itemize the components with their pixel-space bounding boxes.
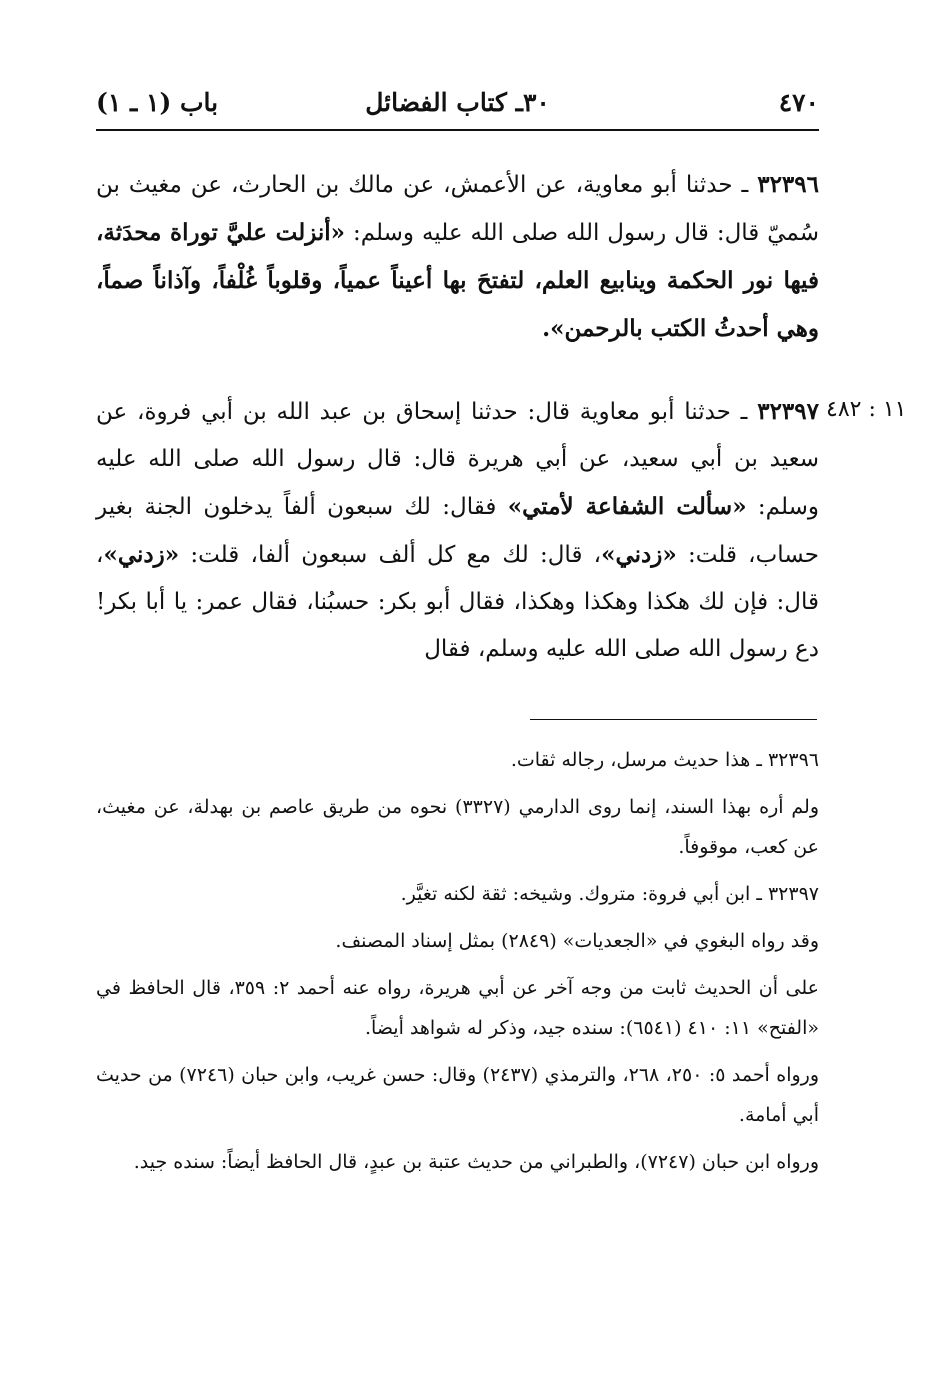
hadith-text: ـ حدثنا أبو معاوية قال: حدثنا إسحاق بن عبد الله بن أبي فروة، عن سعيد بن أبي سعيد، عن أبي هريرة قال: قال رسول الله صلى الله عليه وسلم: xyxy=(96,399,819,520)
footnote: ٣٢٣٩٦ ـ هذا حديث مرسل، رجاله ثقات. xyxy=(510,749,819,771)
hadith-quote: «سألت الشفاعة لأمتي» xyxy=(507,493,747,520)
hadith-text: فقال: لك سبعون ألفاً يدخلون الجنة بغير حساب، قلت: xyxy=(96,494,819,568)
hadith-quote: «زدني» xyxy=(601,541,677,568)
footnotes xyxy=(96,740,819,1189)
hadith-32397 xyxy=(96,388,819,673)
footnote-separator xyxy=(530,719,817,720)
running-header xyxy=(96,88,819,124)
footnote: على أن الحديث ثابت من وجه آخر عن أبي هريرة، رواه عنه أحمد ٢: ٣٥٩، قال الحافظ في «الفتح» ١١: ٤١٠ (٦٥٤١): سنده جيد، وذكر له شواهد أيضاً. xyxy=(96,977,820,1039)
hadith-number: ٣٢٣٩٧ xyxy=(757,398,819,425)
hadith-text: ، قال: فإن لك هكذا وهكذا وهكذا، فقال أبو بكر: حسبُنا، فقال عمر: يا أبا بكر! دع رسول الله صلى الله عليه وسلم، فقال xyxy=(96,542,819,662)
chapter-label: باب (١ ـ ١) xyxy=(96,88,219,117)
footnote: ورواه ابن حبان (٧٢٤٧)، والطبراني من حديث عتبة بن عبدٍ، قال الحافظ أيضاً: سنده جيد. xyxy=(133,1151,819,1173)
hadith-number: ٣٢٣٩٦ xyxy=(757,171,819,198)
hadith-32396 xyxy=(96,161,819,353)
header-rule xyxy=(96,129,819,131)
hadith-matn: «أنزلت عليَّ توراة محدَثة، فيها نور الحكمة وينابيع العلم، لتفتحَ بها أعيناً عمياً، وقلوباً غُلْفاً، وآذاناً صماً، وهي أحدثُ الكتب بالرحمن». xyxy=(96,219,819,342)
hadith-isnad: ـ حدثنا أبو معاوية، عن الأعمش، عن مالك بن الحارث، عن مغيث بن سُميّ قال: قال رسول الله صلى الله عليه وسلم: xyxy=(96,172,819,246)
footnote: ٣٢٣٩٧ ـ ابن أبي فروة: متروك. وشيخه: ثقة لكنه تغيَّر. xyxy=(400,883,819,905)
footnote: ولم أره بهذا السند، إنما روى الدارمي (٣٣٢٧) نحوه من طريق عاصم بن بهدلة، عن مغيث، عن كعب، موقوفاً. xyxy=(96,796,819,858)
book-title: ٣٠ـ كتاب الفضائل xyxy=(365,88,550,117)
hadith-quote: «زدني» xyxy=(103,541,180,568)
page-number: ٤٧٠ xyxy=(778,88,819,117)
hadith-text: ، قال: لك مع كل ألف سبعون ألفا، قلت: xyxy=(179,542,602,568)
footnote: وقد رواه البغوي في «الجعديات» (٢٨٤٩) بمثل إسناد المصنف. xyxy=(335,930,819,952)
footnote: ورواه أحمد ٥: ٢٥٠، ٢٦٨، والترمذي (٢٤٣٧) وقال: حسن غريب، وابن حبان (٧٢٤٦) من حديث أبي أمامة. xyxy=(96,1064,820,1126)
margin-reference: ١١ : ٤٨٢ xyxy=(826,397,907,422)
